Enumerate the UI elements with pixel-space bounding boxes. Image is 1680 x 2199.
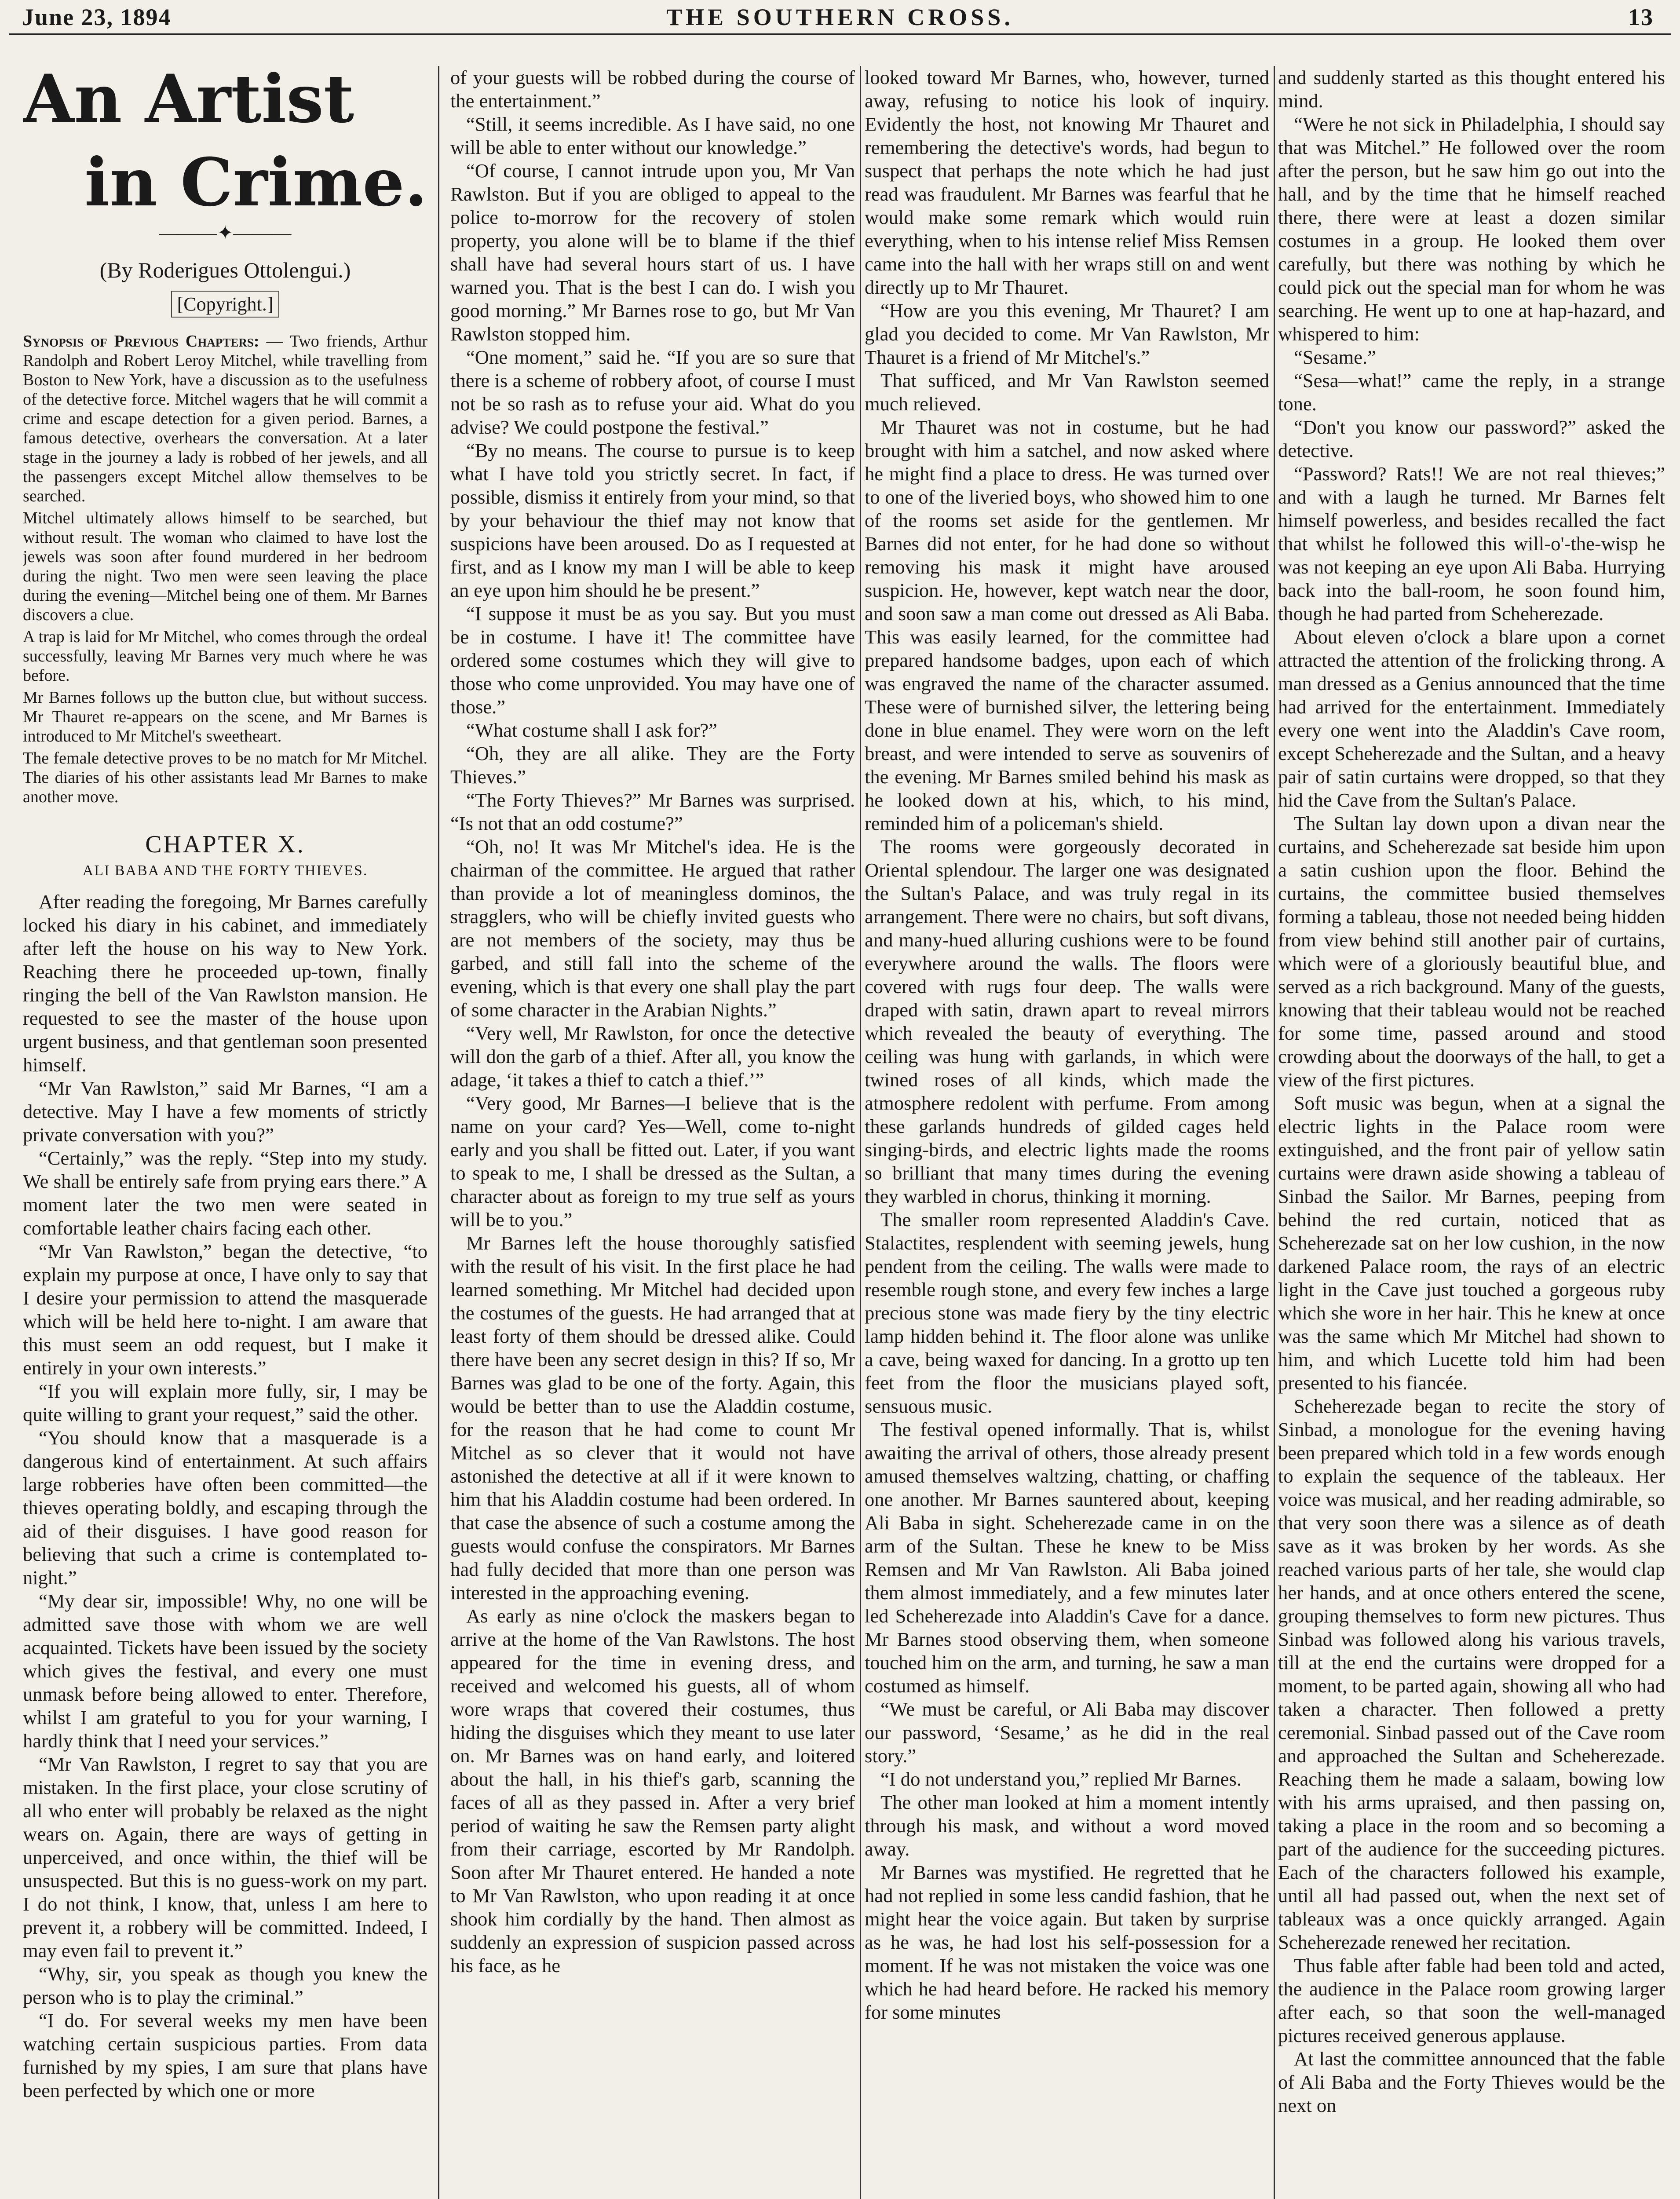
article-paragraph: “I do. For several weeks my men have been watching certain suspicious parties. From data furnished by my spies, I am sure that plans have been perfected by which one or more xyxy=(23,2009,427,2101)
synopsis-paragraph: A trap is laid for Mr Mitchel, who comes through the ordeal successfully, leaving Mr Barnes very much where he was before. xyxy=(23,628,427,685)
column-2 xyxy=(450,66,855,2199)
column-4 xyxy=(1278,66,1665,2199)
article-paragraph: “The Forty Thieves?” Mr Barnes was surprised. “Is not that an odd costume?” xyxy=(450,789,855,834)
article-paragraph: “I do not understand you,” replied Mr Barnes. xyxy=(880,1768,1242,1790)
article-paragraph: The smaller room represented Aladdin's Cave. Stalactites, resplendent with seeming jewels, hung pendent from the ceiling. The walls were made to resemble rough stone, and every few inches a large precious stone was made fiery by the tiny electric lamp hidden behind it. The floor alone was unlike a cave, being waxed for dancing. In a grotto up ten feet from the floor the musicians played soft, sensuous music. xyxy=(865,1209,1269,1417)
article-paragraph: Soft music was begun, when at a signal the electric lights in the Palace room were extinguished, and the front pair of yellow satin curtains were drawn aside showing a tableau of Sinbad the Sailor. Mr Barnes, peeping from behind the red curtain, noticed that as Scheherezade sat on her low cushion, in the now darkened Palace room, the rays of an electric light in the Cave just touched a gorgeous ruby which she wore in her hair. This he knew at once was the same which Mr Mitchel had shown to him, and which Lucette told him had been presented to his fiancée. xyxy=(1278,1092,1665,1394)
article-paragraph: “Very good, Mr Barnes—I believe that is the name on your card? Yes—Well, come to-night early and you shall be fitted out. Later, if you want to speak to me, I shall be dressed as the Sultan, a character about as foreign to my true self as yours will be to you.” xyxy=(450,1092,855,1231)
masthead xyxy=(9,4,1671,33)
article-paragraph: “My dear sir, impossible! Why, no one will be admitted save those with whom we are well acquainted. Tickets have been issued by the society which gives the festival, and every one must unmask before being allowed to enter. Therefore, whilst I am grateful to you for your warning, I hardly think that I need your services.” xyxy=(23,1590,427,1752)
column-1 xyxy=(23,66,427,2199)
article-paragraph: “Mr Van Rawlston,” said Mr Barnes, “I am a detective. May I have a few moments of strictly private conversation with you?” xyxy=(23,1077,427,1146)
article-paragraph: “You should know that a masquerade is a dangerous kind of entertainment. At such affairs large robberies have often been committed—the thieves operating boldly, and escaping through the aid of their disguises. I have good reason for believing that such a crime is contemplated to-night.” xyxy=(23,1427,427,1589)
article-paragraph: “Don't you know our password?” asked the detective. xyxy=(1278,416,1665,461)
headline-line-2: in Crime. xyxy=(84,144,427,221)
column-2-body xyxy=(450,66,855,1977)
article-paragraph: “Oh, they are all alike. They are the Forty Thieves.” xyxy=(450,742,855,788)
article-paragraph: “By no means. The course to pursue is to keep what I have told you strictly secret. In fact, if possible, dismiss it entirely from your mind, so that by your behaviour the thief may not know that suspicions have been aroused. Do as I requested at first, and as I know my man I will be able to keep an eye upon him should he be present.” xyxy=(450,439,855,601)
column-4-body xyxy=(1278,66,1665,2117)
article-paragraph: “Oh, no! It was Mr Mitchel's idea. He is the chairman of the committee. He argued that rather than provide a lot of meaningless dominos, the stragglers, who will be chiefly invited guests who are not members of the society, may thus be garbed, and still fall into the scheme of the evening, which is that every one shall play the part of some character in the Arabian Nights.” xyxy=(450,836,855,1021)
chapter-subtitle: ALI BABA AND THE FORTY THIEVES. xyxy=(82,862,368,879)
article-paragraph: “I suppose it must be as you say. But you must be in costume. I have it! The committee have ordered some costumes which they will give to those who come unprovided. You may have one of those.” xyxy=(450,603,855,718)
page-number: 13 xyxy=(1628,4,1654,30)
column-3-body xyxy=(865,66,1269,2024)
masthead-rule xyxy=(9,33,1671,35)
article-paragraph: Mr Barnes left the house thoroughly satisfied with the result of his visit. In the first place he had learned something. Mr Mitchel had decided upon the costumes of the guests. He had arranged that at least forty of them should be dressed alike. Could there have been any secret design in this? If so, Mr Barnes was glad to be one of the forty. Again, this would be better than to use the Aladdin costume, for the reason that he had come to count Mr Mitchel as so clever that it would not have astonished the detective at all if it were known to him that his Aladdin costume had been ordered. In that case the absence of such a costume among the guests would confuse the conspirators. Mr Barnes had fully decided that more than one person was interested in the approaching evening. xyxy=(450,1232,855,1604)
article-paragraph: At last the committee announced that the fable of Ali Baba and the Forty Thieves would be the next on xyxy=(1278,2048,1665,2116)
article-paragraph: The festival opened informally. That is, whilst awaiting the arrival of others, those already present amused themselves waltzing, chatting, or chaffing one another. Mr Barnes sauntered about, keeping Ali Baba in sight. Scheherezade came in on the arm of the Sultan. These he knew to be Miss Remsen and Mr Van Rawlston. Ali Baba joined them almost immediately, and a few minutes later led Scheherezade into Aladdin's Cave for a dance. Mr Barnes stood observing them, when someone touched him on the arm, and turning, he saw a man costumed as himself. xyxy=(865,1418,1269,1697)
column-divider xyxy=(1274,66,1275,2199)
synopsis xyxy=(23,332,427,807)
article-paragraph: That sufficed, and Mr Van Rawlston seemed much relieved. xyxy=(865,369,1269,415)
article-paragraph: “Very well, Mr Rawlston, for once the detective will don the garb of a thief. After all, you know the adage, ‘it takes a thief to catch a thief.’” xyxy=(450,1022,855,1091)
article-paragraph: About eleven o'clock a blare upon a cornet attracted the attention of the frolicking throng. A man dressed as a Genius announced that the time had arrived for the entertainment. Immediately every one went into the Aladdin's Cave room, except Scheherezade and the Sultan, and a heavy pair of satin curtains were dropped, so that they hid the Cave from the Sultan's Palace. xyxy=(1278,626,1665,811)
article-paragraph: “One moment,” said he. “If you are so sure that there is a scheme of robbery afoot, of course I must not be so rash as to refuse your aid. What do you advise? We could postpone the festival.” xyxy=(450,346,855,438)
article-paragraph: “We must be careful, or Ali Baba may discover our password, ‘Sesame,’ as he did in the real story.” xyxy=(865,1698,1269,1767)
article-paragraph: “How are you this evening, Mr Thauret? I am glad you decided to come. Mr Van Rawlston, Mr Thauret is a friend of Mr Mitchel's.” xyxy=(865,300,1269,368)
article-paragraph: and suddenly started as this thought entered his mind. xyxy=(1278,66,1665,112)
synopsis-label: Synopsis of Previous Chapters: xyxy=(23,332,259,351)
column-3 xyxy=(865,66,1269,2199)
article-paragraph: “Why, sir, you speak as though you knew the person who is to play the criminal.” xyxy=(23,1963,427,2008)
byline: (By Roderigues Ottolengui.) xyxy=(99,258,351,282)
synopsis-paragraph: The female detective proves to be no match for Mr Mitchel. The diaries of his other assistants lead Mr Barnes to make another move. xyxy=(23,749,427,806)
article-paragraph: “Password? Rats!! We are not real thieves;” and with a laugh he turned. Mr Barnes felt himself powerless, and besides recalled the fact that whilst he followed this will-o'-the-wisp he was not keeping an eye upon Ali Baba. Hurrying back into the ball-room, he soon found him, though he had parted from Scheherezade. xyxy=(1278,463,1665,625)
article-paragraph: “Sesame.” xyxy=(1294,346,1376,368)
article-paragraph: Mr Barnes was mystified. He regretted that he had not replied in some less candid fashion, that he might hear the voice again. But taken by surprise as he was, he had lost his self-possession for a moment. If he was not mistaken the voice was one which he had heard before. He racked his memory for some minutes xyxy=(865,1861,1269,2023)
article-paragraph: Mr Thauret was not in costume, but he had brought with him a satchel, and now asked where he might find a place to dress. He was turned over to one of the liveried boys, who showed him to one of the rooms set aside for the gentlemen. Mr Barnes did not enter, for he had done so without removing his mask it might have aroused suspicion. He, however, kept watch near the door, and soon saw a man come out dressed as Ali Baba. This was easily learned, for the committee had prepared handsome badges, upon each of which was engraved the name of the character assumed. These were of burnished silver, the lettering being done in blue enamel. They were worn on the left breast, and were intended to serve as souvenirs of the evening. Mr Barnes smiled behind his mask as he looked down at his, which, to his mind, reminded him of a policeman's shield. xyxy=(865,416,1269,834)
article-paragraph: looked toward Mr Barnes, who, however, turned away, refusing to notice his look of inquiry. Evidently the host, not knowing Mr Thauret and remembering the detective's words, had begun to suspect that perhaps the note which he had just read was fraudulent. Mr Barnes was fearful that he would make some remark which would ruin everything, when to his intense relief Miss Remsen came into the hall with her wraps still on and went directly up to Mr Thauret. xyxy=(865,66,1269,298)
article-paragraph: “Mr Van Rawlston,” began the detective, “to explain my purpose at once, I have only to say that I desire your permission to attend the masquerade which will be held here to-night. I am aware that this must seem an odd request, but I make it entirely in your own interests.” xyxy=(23,1240,427,1379)
article-paragraph: “Certainly,” was the reply. “Step into my study. We shall be entirely safe from prying ears there.” A moment later the two men were seated in comfortable leather chairs facing each other. xyxy=(23,1147,427,1239)
article-paragraph: The other man looked at him a moment intently through his mask, and without a word moved away. xyxy=(865,1791,1269,1860)
column-1-body xyxy=(23,890,427,2102)
article-paragraph: “If you will explain more fully, sir, I may be quite willing to grant your request,” said the other. xyxy=(23,1380,427,1425)
issue-date: June 23, 1894 xyxy=(22,4,172,30)
article-paragraph: The Sultan lay down upon a divan near the curtains, and Scheherezade sat beside him upon a satin cushion upon the floor. Behind the curtains, the committee busied themselves forming a tableau, those not needed being hidden from view behind still another pair of curtains, which were of a gloriously beautiful blue, and served as a rich background. Many of the guests, knowing that their tableau would not be reached for some time, passed around and stood crowding about the doorways of the hall, to get a view of the first pictures. xyxy=(1278,812,1665,1091)
column-divider xyxy=(438,66,439,2199)
article-paragraph: “Mr Van Rawlston, I regret to say that you are mistaken. In the first place, your close scrutiny of all who enter will probably be relaxed as the night wears on. Again, there are ways of getting in unperceived, and once within, the thief will be unsuspected. But this is no guess-work on my part. I do not think, I know, that, unless I am here to prevent it, a robbery will be committed. Indeed, I may even fail to prevent it.” xyxy=(23,1753,427,1962)
article-paragraph: “Of course, I cannot intrude upon you, Mr Van Rawlston. But if you are obliged to appeal to the police to-morrow for the recovery of stolen property, you alone will be to blame if the thief shall have had several hours start of us. I have warned you. That is the best I can do. I wish you good morning.” Mr Barnes rose to go, but Mr Van Rawlston stopped him. xyxy=(450,160,855,345)
synopsis-paragraph: Synopsis of Previous Chapters: — Two friends, Arthur Randolph and Robert Leroy Mitchel, while travelling from Boston to New York, have a discussion as to the usefulness of the detective force. Mitchel wagers that he will commit a crime and escape detection for a given period. Barnes, a famous detective, overhears the conversation. At a later stage in the journey a lady is robbed of her jewels, and all the passengers except Mitchel allow themselves to be searched. xyxy=(23,332,427,505)
article-paragraph: “Were he not sick in Philadelphia, I should say that was Mitchel.” He followed over the room after the person, but he saw him go out into the hall, and by the time that he himself reached there, there were at least a dozen similar costumes in a group. He looked them over carefully, but there was nothing by which he could pick out the special man for whom he was searching. He went up to one at hap-hazard, and whispered to him: xyxy=(1278,113,1665,345)
article-paragraph: The rooms were gorgeously decorated in Oriental splendour. The larger one was designated the Sultan's Palace, and was truly regal in its arrangement. There were no chairs, but soft divans, and many-hued alluring cushions were to be found everywhere around the walls. The floors were covered with rugs four deep. The walls were draped with satin, drawn apart to reveal mirrors which revealed the beauty of everything. The ceiling was hung with garlands, in which were twined roses of all kinds, which made the atmosphere redolent with perfume. From among these garlands hundreds of gilded cages held singing-birds, and electric lights made the rooms so brilliant that many times during the evening they warbled in chorus, thinking it morning. xyxy=(865,836,1269,1207)
headline-line-1: An Artist xyxy=(23,66,354,138)
ornament-rule: ———✦——— xyxy=(159,222,292,244)
article-paragraph: “Still, it seems incredible. As I have said, no one will be able to enter without our knowledge.” xyxy=(450,113,855,158)
synopsis-paragraph: Mr Barnes follows up the button clue, but without success. Mr Thauret re-appears on the scene, and Mr Barnes is introduced to Mr Mitchel's sweetheart. xyxy=(23,688,427,745)
article-paragraph: After reading the foregoing, Mr Barnes carefully locked his diary in his cabinet, and immediately after left the house on his way to New York. Reaching there he proceeded up-town, finally ringing the bell of the Van Rawlston mansion. He requested to see the master of the house upon urgent business, and that gentleman soon presented himself. xyxy=(23,891,427,1076)
article-paragraph: As early as nine o'clock the maskers began to arrive at the home of the Van Rawlstons. The host appeared for the time in evening dress, and received and welcomed his guests, all of whom wore wraps that covered their costumes, thus hiding the disguises which they meant to use later on. Mr Barnes was on hand early, and loitered about the hall, in his thief's garb, scanning the faces of all as they passed in. After a very brief period of waiting he saw the Remsen party alight from their carriage, escorted by Mr Randolph. Soon after Mr Thauret entered. He handed a note to Mr Van Rawlston, who upon reading it at once shook him cordially by the hand. Then almost as suddenly an expression of suspicion passed across his face, as he xyxy=(450,1605,855,1976)
article-paragraph: “Sesa—what!” came the reply, in a strange tone. xyxy=(1278,369,1665,415)
column-divider xyxy=(860,66,861,2199)
synopsis-paragraph: Mitchel ultimately allows himself to be searched, but without result. The woman who claimed to have lost the jewels was soon after found murdered in her bedroom during the night. Two men were seen leaving the place during the evening—Mitchel being one of them. Mr Barnes discovers a clue. xyxy=(23,509,427,624)
article-paragraph: Scheherezade began to recite the story of Sinbad, a monologue for the evening having been prepared which told in a few words enough to explain the sequence of the tableaux. Her voice was musical, and her reading admirable, so that very soon there was a silence as of death save as it was broken by her words. As she reached various parts of her tale, she would clap her hands, and at once others entered the scene, grouping themselves to form new pictures. Thus Sinbad was followed along his various travels, till at the end the curtains were dropped for a moment, to be parted again, showing all who had taken a character. Then followed a pretty ceremonial. Sinbad passed out of the Cave room and approached the Sultan and Scheherezade. Reaching them he made a salaam, bowing low with his arms upraised, and then passing on, taking a place in the room and so becoming a part of the audience for the succeeding pictures. Each of the characters followed his example, until all had passed out, when the next set of tableaux was a once quickly arranged. Again Scheherezade renewed her recitation. xyxy=(1278,1395,1665,1953)
copyright-notice: [Copyright.] xyxy=(23,292,427,316)
article-paragraph: of your guests will be robbed during the course of the entertainment.” xyxy=(450,66,855,112)
article-paragraph: “What costume shall I ask for?” xyxy=(466,719,717,741)
chapter-heading: CHAPTER X. xyxy=(145,831,305,858)
newspaper-title: THE SOUTHERN CROSS. xyxy=(666,4,1014,30)
article-paragraph: Thus fable after fable had been told and acted, the audience in the Palace room growing larger after each, so that soon the well-managed pictures received generous applause. xyxy=(1278,1954,1665,2046)
